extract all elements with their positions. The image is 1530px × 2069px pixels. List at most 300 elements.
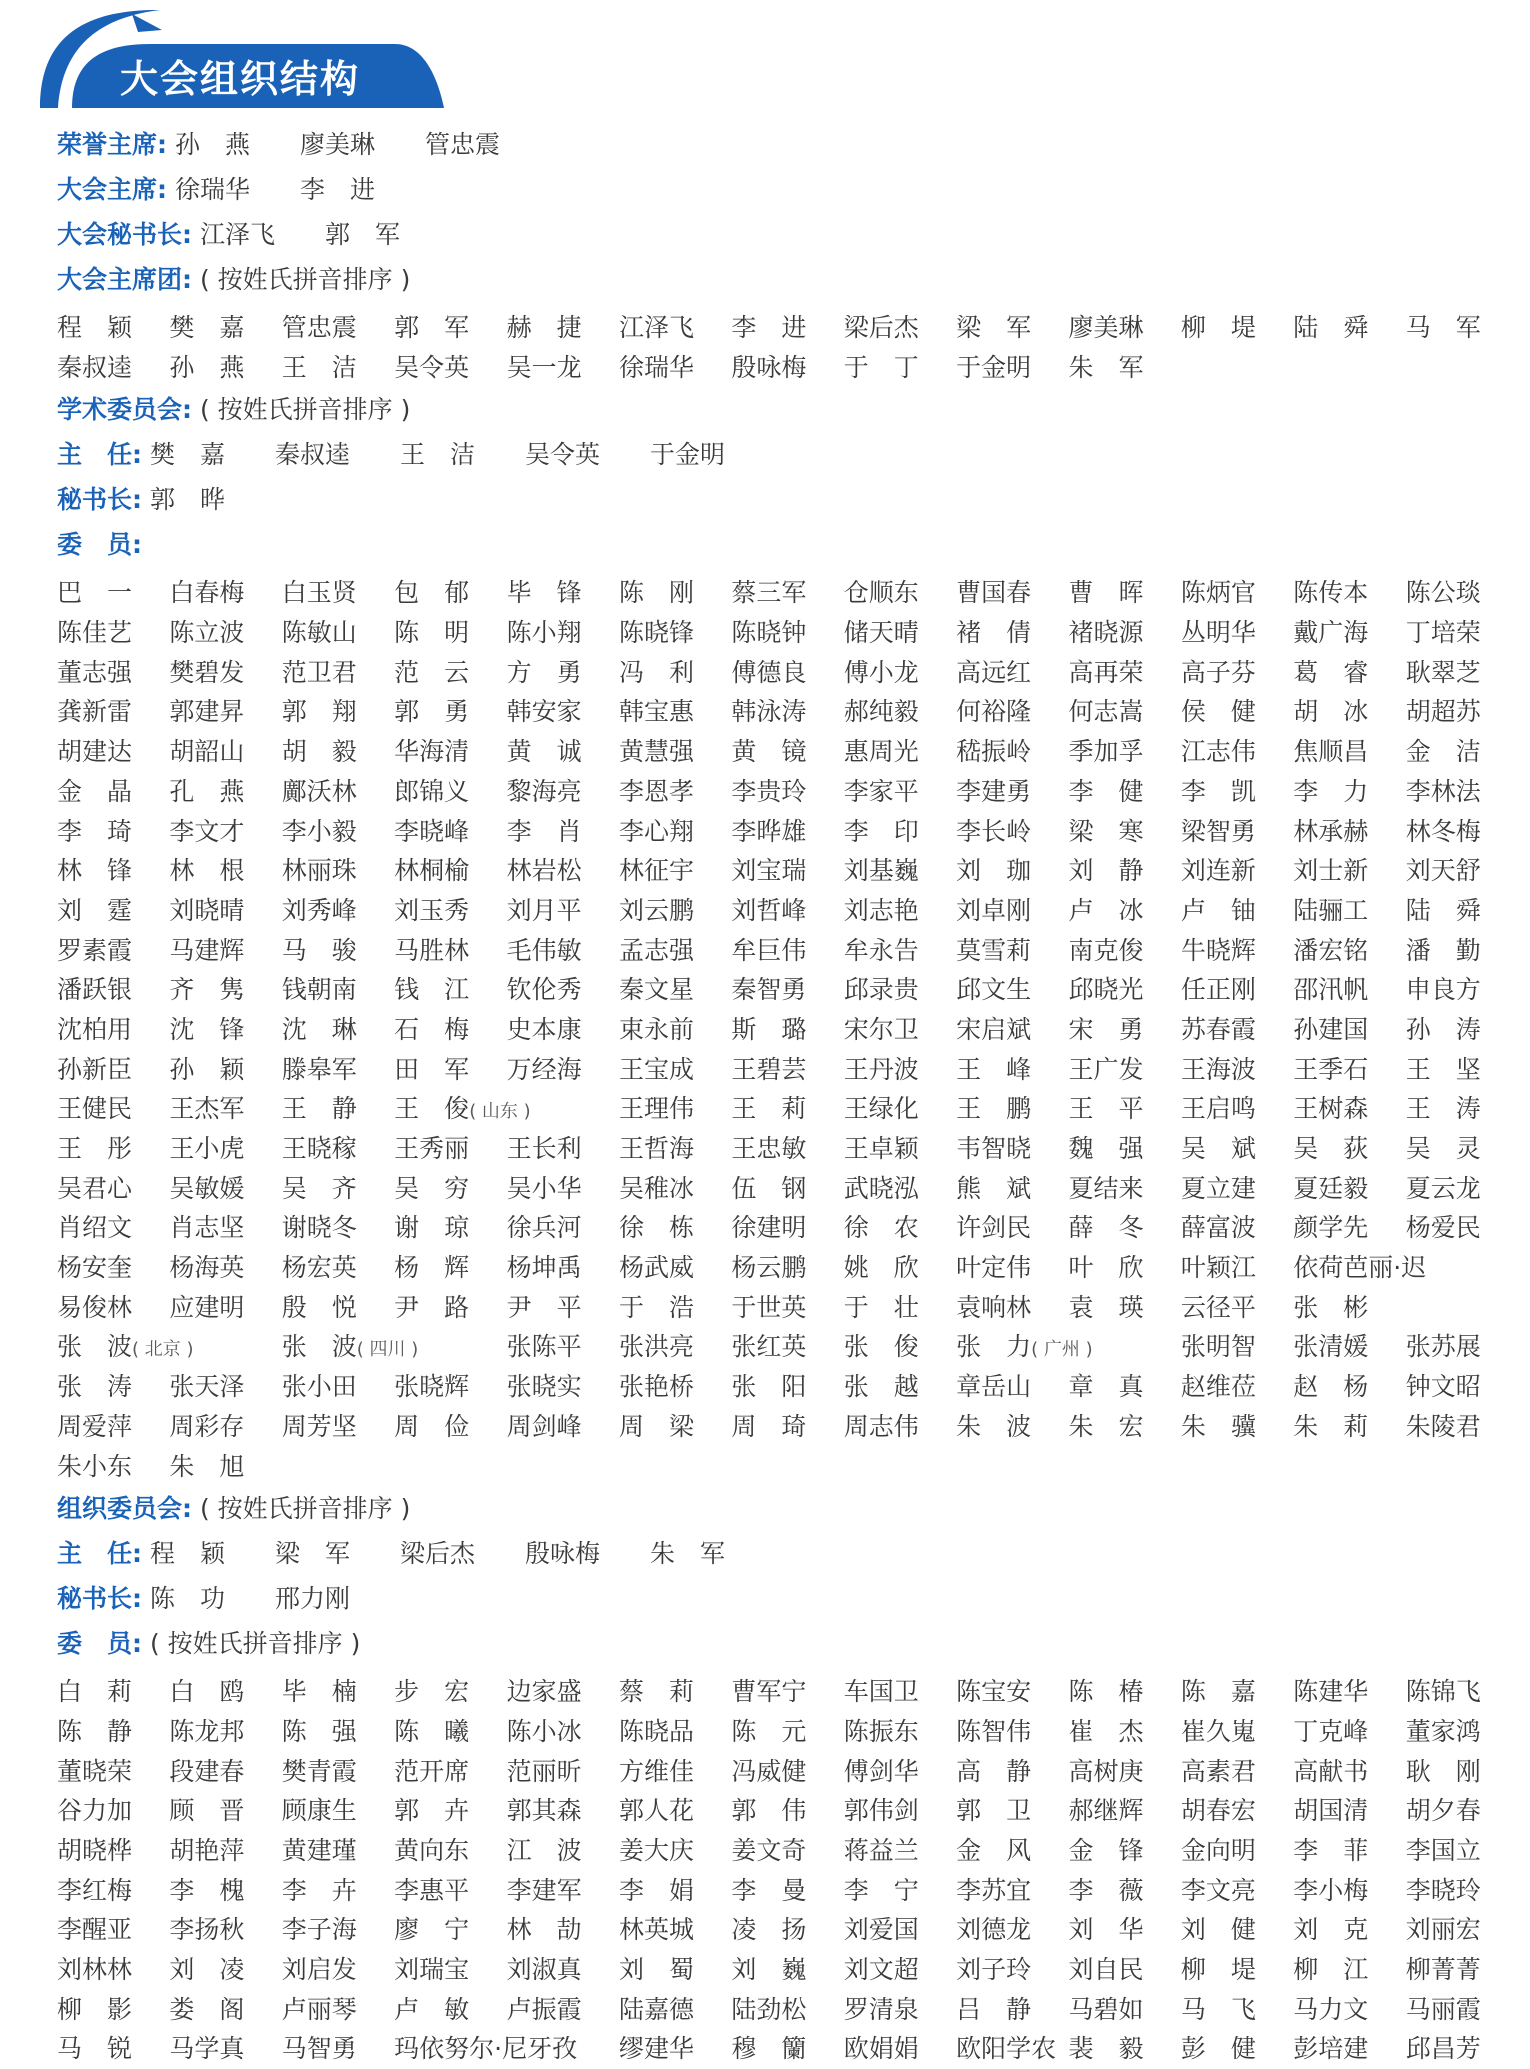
member-name xyxy=(169,1407,281,1447)
member-name-text: 焦顺昌 xyxy=(1293,737,1369,767)
member-name-text: 朱 宏 xyxy=(1068,1411,1144,1441)
member-name-text: 孙 颖 xyxy=(169,1054,245,1084)
member-name xyxy=(169,1129,281,1169)
member-name xyxy=(394,653,506,693)
member-name-text: 梁智勇 xyxy=(1180,816,1256,846)
member-name xyxy=(1181,1208,1293,1248)
member-name xyxy=(1406,1050,1518,1090)
member-name-text: 尹 平 xyxy=(506,1292,582,1322)
member-name-text: 胡夕春 xyxy=(1405,1796,1481,1826)
member-name xyxy=(57,1752,169,1792)
member-name-text: 董家鸿 xyxy=(1405,1716,1481,1746)
member-name-text: 鄺沃林 xyxy=(281,776,357,806)
member-name xyxy=(1406,692,1518,732)
member-name-text: 韩泳涛 xyxy=(731,697,807,727)
member-name-text: 章岳山 xyxy=(956,1372,1032,1402)
member-name xyxy=(394,1288,506,1328)
member-name-text: 柳 江 xyxy=(1293,1955,1369,1984)
member-name-text: 郭伟剑 xyxy=(843,1796,919,1826)
member-name xyxy=(282,891,394,931)
member-name xyxy=(282,1672,394,1712)
member-name xyxy=(844,1367,956,1407)
member-name xyxy=(1181,653,1293,693)
member-name xyxy=(1069,1950,1181,1990)
member-name-text: 杨海英 xyxy=(169,1253,245,1283)
member-name-text: 李家平 xyxy=(843,776,919,806)
member-name-text: 王 洁 xyxy=(281,352,357,382)
member-name xyxy=(282,1089,394,1129)
organizing-secretary-names: 陈 功 邢力刚 xyxy=(149,1584,350,1614)
member-name-text: 韦智晓 xyxy=(956,1134,1032,1163)
member-name-text: 凌 扬 xyxy=(731,1915,807,1945)
member-name-text: 杨爱民 xyxy=(1405,1213,1481,1243)
member-name-text: 牛晓辉 xyxy=(1180,935,1256,965)
member-name xyxy=(507,1407,619,1447)
member-name-text: 宋尔卫 xyxy=(843,1014,919,1044)
member-name-text: 郎锦义 xyxy=(394,776,470,806)
member-name-text: 王 平 xyxy=(1068,1094,1144,1124)
member-name xyxy=(282,573,394,613)
member-name xyxy=(1406,1407,1518,1447)
member-name xyxy=(956,1208,1068,1248)
member-name xyxy=(1293,1950,1405,1990)
member-name xyxy=(844,2029,956,2069)
member-name xyxy=(619,931,731,971)
member-name xyxy=(507,348,619,388)
member-name xyxy=(1181,1248,1293,1288)
organizing-secretary-label: 秘书长: xyxy=(57,1584,142,1614)
member-name xyxy=(169,308,281,348)
member-name-text: 梁后杰 xyxy=(843,313,919,342)
member-name xyxy=(57,931,169,971)
member-name-text: 郭建昇 xyxy=(169,697,245,727)
member-name-text: 何裕隆 xyxy=(956,697,1032,727)
member-name-text: 李 曼 xyxy=(731,1875,807,1905)
member-name-text: 傅小龙 xyxy=(843,657,919,687)
member-name xyxy=(1181,1010,1293,1050)
member-name xyxy=(731,348,843,388)
member-name xyxy=(1181,1831,1293,1871)
member-name-text: 丛明华 xyxy=(1180,618,1256,648)
member-name-text: 金向明 xyxy=(1180,1835,1256,1865)
member-name-text: 刘宝瑞 xyxy=(731,856,807,886)
member-name xyxy=(507,1367,619,1407)
member-name xyxy=(57,812,169,852)
member-name xyxy=(169,1327,281,1367)
member-name-text: 周彩存 xyxy=(169,1411,245,1441)
member-name-text: 陈 嘉 xyxy=(1180,1677,1256,1707)
member-name xyxy=(57,653,169,693)
member-name-text: 郭 翔 xyxy=(281,697,357,727)
member-name xyxy=(394,1367,506,1407)
presidium-note: ( 按姓氏拼音排序 ) xyxy=(199,265,411,294)
member-name-text: 毕 楠 xyxy=(281,1677,357,1707)
member-name xyxy=(844,1990,956,2030)
member-name-text: 柳 影 xyxy=(57,1994,133,2024)
member-name xyxy=(169,1712,281,1752)
member-name xyxy=(1406,772,1518,812)
member-name-text: 金 洁 xyxy=(1405,737,1481,767)
member-name xyxy=(956,732,1068,772)
member-name-text: 钟文昭 xyxy=(1405,1372,1481,1402)
member-name xyxy=(844,1831,956,1871)
member-name-text: 崔久嵬 xyxy=(1180,1716,1256,1746)
member-name-text: 刘启发 xyxy=(281,1955,357,1984)
member-name xyxy=(731,1327,843,1367)
member-name-text: 许剑民 xyxy=(956,1213,1032,1243)
member-name-text: 朱 军 xyxy=(1068,352,1144,382)
member-name xyxy=(169,1752,281,1792)
member-name xyxy=(282,931,394,971)
member-name xyxy=(1406,1712,1518,1752)
member-name xyxy=(1069,1169,1181,1209)
member-name-text: 金 风 xyxy=(956,1835,1032,1865)
member-name xyxy=(507,851,619,891)
member-name-text: 陈敏山 xyxy=(281,618,357,648)
member-name xyxy=(1181,692,1293,732)
member-name xyxy=(507,1050,619,1090)
member-name xyxy=(394,1752,506,1792)
member-name-text: 马胜林 xyxy=(394,935,470,965)
member-name xyxy=(1293,1407,1405,1447)
member-name xyxy=(619,812,731,852)
member-name-text: 徐兵河 xyxy=(506,1213,582,1243)
member-name xyxy=(57,573,169,613)
member-name xyxy=(394,1950,506,1990)
member-name-text: 李建军 xyxy=(506,1875,582,1905)
member-name xyxy=(282,1990,394,2030)
member-name-text: 万经海 xyxy=(506,1054,582,1084)
member-name-text: 刘丽宏 xyxy=(1405,1915,1481,1945)
member-name xyxy=(1406,812,1518,852)
member-name xyxy=(394,1208,506,1248)
member-name-text: 赵维莅 xyxy=(1180,1372,1256,1402)
member-name-text: 白 鸥 xyxy=(169,1677,245,1707)
member-name xyxy=(731,1831,843,1871)
member-name-text: 刘连新 xyxy=(1180,856,1256,886)
member-name-text: 刘淑真 xyxy=(506,1955,582,1984)
president-row xyxy=(57,167,1490,212)
member-name xyxy=(1293,1208,1405,1248)
member-name-text: 段建春 xyxy=(169,1756,245,1786)
member-name xyxy=(282,1248,394,1288)
member-name-text: 袁响林 xyxy=(956,1292,1032,1322)
member-name xyxy=(507,1672,619,1712)
member-name-text: 高子芬 xyxy=(1180,657,1256,687)
member-name-text: 刘 珈 xyxy=(956,856,1032,886)
member-name xyxy=(1406,1752,1518,1792)
member-name-text: 李恩孝 xyxy=(618,776,694,806)
member-name xyxy=(1293,1327,1405,1367)
academic-secretary-names: 郭 晔 xyxy=(149,485,225,515)
member-name xyxy=(1406,1089,1518,1129)
member-name xyxy=(57,1208,169,1248)
member-name-text: 张 波 xyxy=(281,1332,357,1362)
member-name xyxy=(394,891,506,931)
member-name-text: 江泽飞 xyxy=(618,313,694,342)
document-body xyxy=(57,122,1490,2069)
member-name xyxy=(1406,1208,1518,1248)
member-name xyxy=(1406,1672,1518,1712)
member-name-text: 马碧如 xyxy=(1068,1994,1144,2024)
member-name xyxy=(394,970,506,1010)
member-name xyxy=(731,1407,843,1447)
member-name-text: 马学真 xyxy=(169,2034,245,2064)
member-name-text: 殷 悦 xyxy=(281,1292,357,1322)
member-name-text: 李晓玲 xyxy=(1405,1875,1481,1905)
member-name xyxy=(1406,1327,1518,1367)
member-name-text: 周志伟 xyxy=(843,1411,919,1441)
member-name xyxy=(169,732,281,772)
member-region-note: ( 广州 ) xyxy=(1031,1339,1093,1361)
member-name xyxy=(731,970,843,1010)
member-name-text: 陆骊工 xyxy=(1293,895,1369,925)
member-name xyxy=(844,1050,956,1090)
member-name-text: 张 力 xyxy=(956,1332,1032,1362)
member-name-text: 褚晓源 xyxy=(1068,618,1144,648)
member-name-text: 吴 灵 xyxy=(1405,1134,1481,1163)
member-name xyxy=(57,1248,169,1288)
academic-members xyxy=(57,573,1490,1486)
member-name-text: 高素君 xyxy=(1180,1756,1256,1786)
member-name-text: 林桐榆 xyxy=(394,856,470,886)
member-name-text: 夏立建 xyxy=(1180,1173,1256,1203)
organizing-director-label: 主 任: xyxy=(57,1539,142,1569)
member-name xyxy=(394,1712,506,1752)
member-name-text: 耿翠芝 xyxy=(1405,657,1481,687)
member-name-text: 谷力加 xyxy=(57,1796,133,1826)
member-name xyxy=(844,1288,956,1328)
member-name-text: 胡韶山 xyxy=(169,737,245,767)
member-name-text: 包 郁 xyxy=(394,578,470,608)
member-name-text: 赫 捷 xyxy=(506,313,582,342)
member-name-text: 王杰军 xyxy=(169,1094,245,1124)
member-name xyxy=(394,1010,506,1050)
member-name xyxy=(169,613,281,653)
member-name xyxy=(169,348,281,388)
member-name xyxy=(57,1367,169,1407)
member-name-text: 郭 勇 xyxy=(394,697,470,727)
member-name-text: 胡晓桦 xyxy=(57,1835,133,1865)
member-name-text: 陈小冰 xyxy=(506,1716,582,1746)
member-name-text: 刘士新 xyxy=(1293,856,1369,886)
member-name xyxy=(844,613,956,653)
member-name xyxy=(619,1327,731,1367)
member-name xyxy=(844,970,956,1010)
member-name xyxy=(844,1910,956,1950)
member-name xyxy=(1069,1990,1181,2030)
member-name-text: 吴 齐 xyxy=(281,1173,357,1203)
member-name xyxy=(57,1831,169,1871)
member-name-text: 刘子玲 xyxy=(956,1955,1032,1984)
member-name-text: 欧娟娟 xyxy=(843,2034,919,2064)
member-name-text: 陈传本 xyxy=(1293,578,1369,608)
organizing-committee-row xyxy=(57,1486,1490,1531)
member-name-text: 沈 锋 xyxy=(169,1014,245,1044)
member-name xyxy=(57,732,169,772)
member-name xyxy=(57,692,169,732)
member-name xyxy=(394,692,506,732)
member-name-text: 陈炳官 xyxy=(1180,578,1256,608)
member-name xyxy=(844,812,956,852)
member-name xyxy=(394,851,506,891)
member-name xyxy=(844,1327,956,1367)
section-header xyxy=(0,0,460,110)
member-name xyxy=(731,851,843,891)
member-name-text: 肖绍文 xyxy=(57,1213,133,1243)
member-name-text: 梁 寒 xyxy=(1068,816,1144,846)
member-name-text: 郝继辉 xyxy=(1068,1796,1144,1826)
member-name xyxy=(619,1990,731,2030)
member-name-text: 苏春霞 xyxy=(1180,1014,1256,1044)
member-name-text: 郭 卫 xyxy=(956,1796,1032,1826)
member-name xyxy=(57,970,169,1010)
member-name xyxy=(1181,1752,1293,1792)
member-name xyxy=(394,1672,506,1712)
member-name xyxy=(1069,1327,1181,1367)
member-name xyxy=(619,1010,731,1050)
organizing-members xyxy=(57,1672,1490,2069)
member-name xyxy=(169,2029,281,2069)
member-name xyxy=(507,891,619,931)
member-name-text: 耿 刚 xyxy=(1405,1756,1481,1786)
organizing-committee-label: 组织委员会: xyxy=(57,1494,192,1524)
member-name xyxy=(507,931,619,971)
member-name-text: 彭培建 xyxy=(1293,2034,1369,2064)
member-name-text: 刘卓刚 xyxy=(956,895,1032,925)
member-name-text: 田 军 xyxy=(394,1054,470,1084)
member-name-text: 陈晓品 xyxy=(618,1716,694,1746)
member-name-text: 陈建华 xyxy=(1293,1677,1369,1707)
member-name-text: 徐 农 xyxy=(843,1213,919,1243)
member-name-text: 斯 璐 xyxy=(731,1014,807,1044)
member-name-text: 张天泽 xyxy=(169,1372,245,1402)
member-name xyxy=(956,1050,1068,1090)
member-name xyxy=(956,692,1068,732)
member-name-text: 朱 旭 xyxy=(169,1451,245,1481)
member-name xyxy=(1069,1288,1181,1328)
member-name-text: 方 勇 xyxy=(506,657,582,687)
member-name xyxy=(1293,1288,1405,1328)
member-name-text: 王碧芸 xyxy=(731,1054,807,1084)
member-name-text: 侯 健 xyxy=(1180,697,1256,727)
member-name xyxy=(1181,732,1293,772)
academic-committee-note: ( 按姓氏拼音排序 ) xyxy=(199,395,411,425)
member-name xyxy=(169,1288,281,1328)
member-name xyxy=(169,1089,281,1129)
member-name xyxy=(1069,613,1181,653)
member-name-text: 朱小东 xyxy=(57,1451,133,1481)
member-name-text: 陆 舜 xyxy=(1293,313,1369,342)
member-name xyxy=(394,1910,506,1950)
member-name xyxy=(956,970,1068,1010)
member-name-text: 吴 荻 xyxy=(1293,1134,1369,1163)
member-name-text: 张小田 xyxy=(281,1372,357,1402)
member-name xyxy=(507,692,619,732)
member-name xyxy=(844,653,956,693)
member-name xyxy=(57,1910,169,1950)
member-name-text: 魏 强 xyxy=(1068,1134,1144,1163)
member-name-text: 高 静 xyxy=(956,1756,1032,1786)
member-name-text: 李国立 xyxy=(1405,1835,1481,1865)
member-name xyxy=(282,1288,394,1328)
member-name xyxy=(619,1129,731,1169)
member-name-text: 马丽霞 xyxy=(1405,1994,1481,2024)
member-name-text: 管忠震 xyxy=(281,313,357,342)
member-name-text: 李文亮 xyxy=(1180,1875,1256,1905)
member-name xyxy=(1069,1831,1181,1871)
member-name xyxy=(1181,1712,1293,1752)
member-name xyxy=(619,851,731,891)
member-name xyxy=(1181,613,1293,653)
member-name xyxy=(57,1990,169,2030)
member-name xyxy=(956,1367,1068,1407)
member-name-text: 李 力 xyxy=(1293,776,1369,806)
member-name xyxy=(282,348,394,388)
member-name-text: 玛依努尔·尼牙孜 xyxy=(394,2034,578,2064)
member-name xyxy=(169,1169,281,1209)
member-name xyxy=(282,1871,394,1911)
organizing-members-row xyxy=(57,1621,1490,1666)
member-name-text: 马 骏 xyxy=(281,935,357,965)
member-name-text: 刘 凌 xyxy=(169,1955,245,1984)
member-name-text: 季加孚 xyxy=(1068,737,1144,767)
member-name-text: 范开席 xyxy=(394,1756,470,1786)
member-name xyxy=(1406,653,1518,693)
member-name xyxy=(731,1950,843,1990)
member-name xyxy=(1181,851,1293,891)
member-name xyxy=(844,732,956,772)
member-name-text: 白 莉 xyxy=(57,1677,133,1707)
member-name-text: 宋 勇 xyxy=(1068,1014,1144,1044)
member-name-text: 陈智伟 xyxy=(956,1716,1032,1746)
member-name xyxy=(844,1208,956,1248)
member-name xyxy=(1181,1288,1293,1328)
member-name-text: 毛伟敏 xyxy=(506,935,582,965)
member-name-text: 邱晓光 xyxy=(1068,975,1144,1005)
member-name-text: 陈龙邦 xyxy=(169,1716,245,1746)
member-name-text: 马 军 xyxy=(1405,313,1481,342)
member-name-text: 范丽昕 xyxy=(506,1756,582,1786)
member-name-text: 郭 伟 xyxy=(731,1796,807,1826)
academic-director-names: 樊 嘉 秦叔逵 王 洁 吴令英 于金明 xyxy=(149,440,725,470)
member-name xyxy=(956,348,1068,388)
member-name-text: 李 槐 xyxy=(169,1875,245,1905)
member-name-text: 陆嘉德 xyxy=(618,1994,694,2024)
member-name xyxy=(394,1169,506,1209)
member-name xyxy=(169,1208,281,1248)
member-name-text: 牟永告 xyxy=(843,935,919,965)
member-name-text: 王健民 xyxy=(57,1094,133,1124)
member-name xyxy=(1069,970,1181,1010)
member-name xyxy=(394,1050,506,1090)
member-name-text: 陈晓锋 xyxy=(618,618,694,648)
member-name-text: 陆劲松 xyxy=(731,1994,807,2024)
member-name-text: 曹国春 xyxy=(956,578,1032,608)
member-name xyxy=(619,1752,731,1792)
member-name xyxy=(282,1950,394,1990)
member-name xyxy=(1069,308,1181,348)
member-name xyxy=(1406,1367,1518,1407)
member-name-text: 武晓泓 xyxy=(843,1173,919,1203)
member-name xyxy=(1069,1672,1181,1712)
member-name-text: 卢 敏 xyxy=(394,1994,470,2024)
member-name-text: 徐瑞华 xyxy=(618,352,694,382)
member-name-text: 刘月平 xyxy=(506,895,582,925)
member-name xyxy=(844,851,956,891)
member-name-text: 樊青霞 xyxy=(281,1756,357,1786)
member-name-text: 王小虎 xyxy=(169,1134,245,1163)
